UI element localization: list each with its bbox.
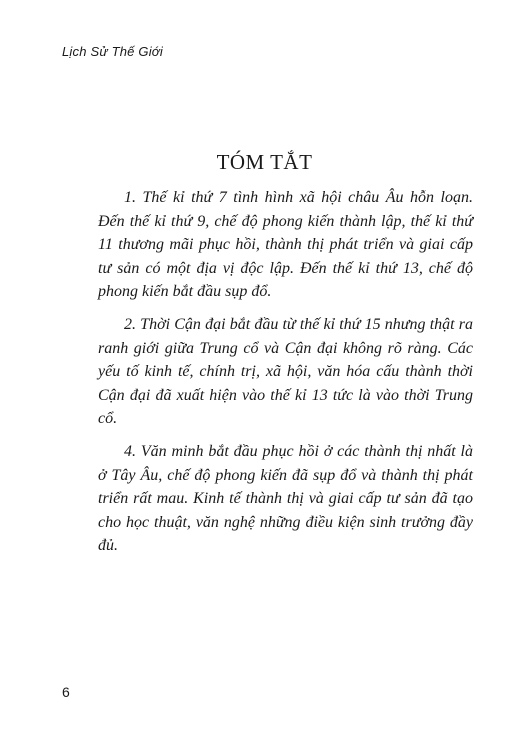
running-header: Lịch Sử Thế Giới <box>62 44 163 59</box>
summary-paragraph-2: 2. Thời Cận đại bắt đầu từ thế kỉ thứ 15 nhưng thật ra ranh giới giữa Trung cổ và Cận đại không rõ ràng. Các yếu tố kinh tế, chính trị, xã hội, văn hóa cấu thành thời Cận đại đã xuất hiện vào thế kỉ 13 tức là vào thời Trung cổ. <box>98 315 473 428</box>
summary-body <box>98 186 473 567</box>
page-number: 6 <box>62 684 70 700</box>
summary-paragraph-1: 1. Thế kỉ thứ 7 tình hình xã hội châu Âu hỗn loạn. Đến thế kỉ thứ 9, chế độ phong kiến thành lập, thế kỉ thứ 11 thương mãi phục hồi, thành thị phát triển và giai cấp tư sản có một địa vị độc lập. Đến thế kỉ thứ 13, chế độ phong kiến bắt đầu sụp đổ. <box>98 189 473 301</box>
summary-paragraph-4: 4. Văn minh bắt đầu phục hồi ở các thành thị nhất là ở Tây Âu, chế độ phong kiến đã sụp đổ và thành thị phát triển rất mau. Kinh tế thành thị và giai cấp tư sản đã tạo cho học thuật, văn nghệ những điều kiện sinh trưởng đầy đủ. <box>98 442 473 555</box>
section-title: TÓM TẮT <box>216 150 313 174</box>
